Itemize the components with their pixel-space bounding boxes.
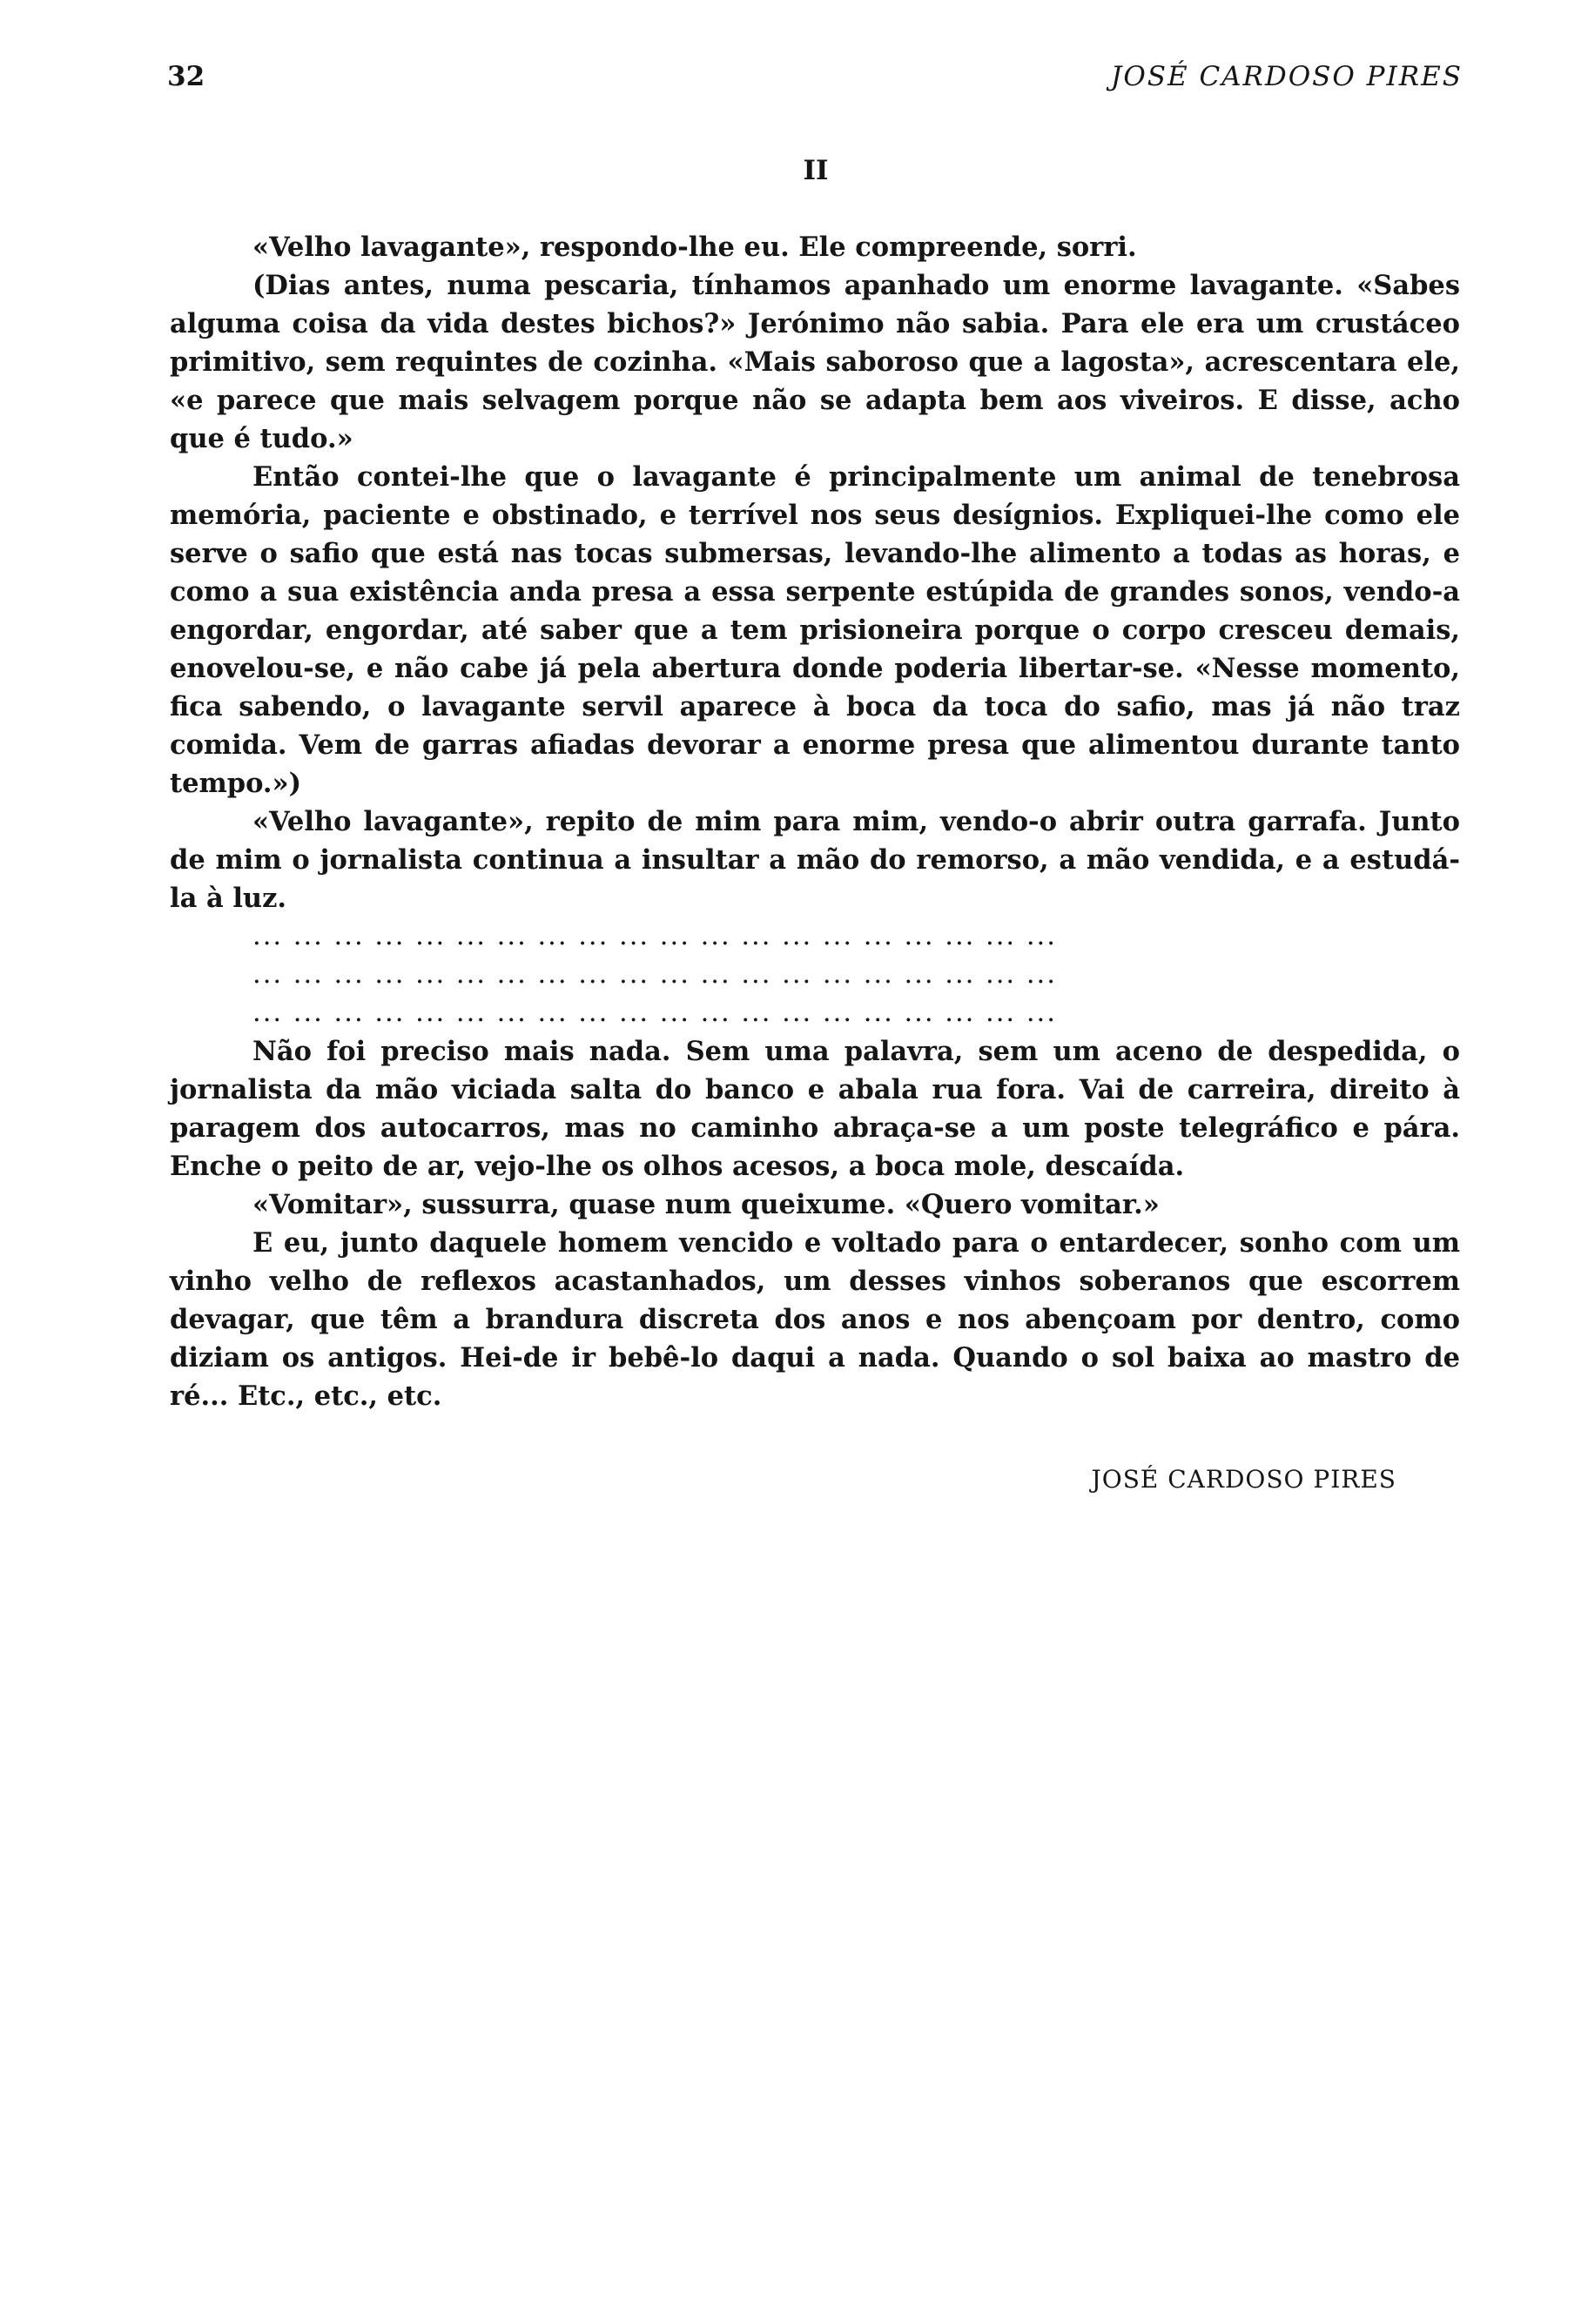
section-title: II [803,155,829,186]
ellipsis-line: ... ... ... ... ... ... ... ... ... ... ... ... ... ... ... ... ... ... ... ... [252,959,1057,990]
page-header [167,61,1463,99]
paragraph: «Vomitar», sussurra, quase num queixume. «Quero vomitar.» [252,1189,1160,1220]
running-head: JOSÉ CARDOSO PIRES [1110,61,1463,92]
ellipsis-line: ... ... ... ... ... ... ... ... ... ... ... ... ... ... ... ... ... ... ... ... [252,997,1057,1028]
paragraph: Não foi preciso mais nada. Sem uma palavra, sem um aceno de despedida, o jornalista da mão viciada salta do banco e abala rua fora. Vai de carreira, direito à paragem dos autocarros, mas no caminho abraça-se a um poste telegráfico e pára. Enche o peito de ar, vejo-lhe os olhos acesos, a boca mole, descaída. [170,1036,1460,1182]
page-number: 32 [167,61,205,92]
author-signature: JOSÉ CARDOSO PIRES [1091,1465,1396,1494]
paragraph: Então contei-lhe que o lavagante é principalmente um animal de tenebrosa memória, paciente e obstinado, e terrível nos seus desígnios. Expliquei-lhe como ele serve o safio que está nas tocas submersas, levando-lhe alimento a todas as horas, e como a sua existência anda presa a essa serpente estúpida de grandes sonos, vendo-a engordar, engordar, até saber que a tem prisioneira porque o corpo cresceu demais, enovelou-se, e não cabe já pela abertura donde poderia libertar-se. «Nesse momento, fica sabendo, o lavagante servil aparece à boca da toca do safio, mas já não traz comida. Vem de garras afiadas devorar a enorme presa que alimentou durante tanto tempo.») [170,461,1460,799]
paragraph: «Velho lavagante», repito de mim para mim, vendo-o abrir outra garrafa. Junto de mim o jornalista continua a insultar a mão do remorso, a mão vendida, e a estudá-la à luz. [170,806,1460,914]
paragraph: (Dias antes, numa pescaria, tínhamos apanhado um enorme lavagante. «Sabes alguma coisa da vida destes bichos?» Jerónimo não sabia. Para ele era um crustáceo primitivo, sem requintes de cozinha. «Mais saboroso que a lagosta», acrescentara ele, «e parece que mais selvagem porque não se adapta bem aos viveiros. E disse, acho que é tudo.» [170,270,1460,454]
paragraph: E eu, junto daquele homem vencido e voltado para o entardecer, sonho com um vinho velho de reflexos acastanhados, um desses vinhos soberanos que escorrem devagar, que têm a brandura discreta dos anos e nos abençoam por dentro, como diziam os antigos. Hei-de ir bebê-lo daqui a nada. Quando o sol baixa ao mastro de ré... Etc., etc., etc. [170,1227,1460,1412]
ellipsis-line: ... ... ... ... ... ... ... ... ... ... ... ... ... ... ... ... ... ... ... ... [252,921,1057,951]
body-text [170,228,1460,1415]
ellipsis-lines [170,917,1460,1032]
paragraph: «Velho lavagante», respondo-lhe eu. Ele compreende, sorri. [252,232,1137,263]
